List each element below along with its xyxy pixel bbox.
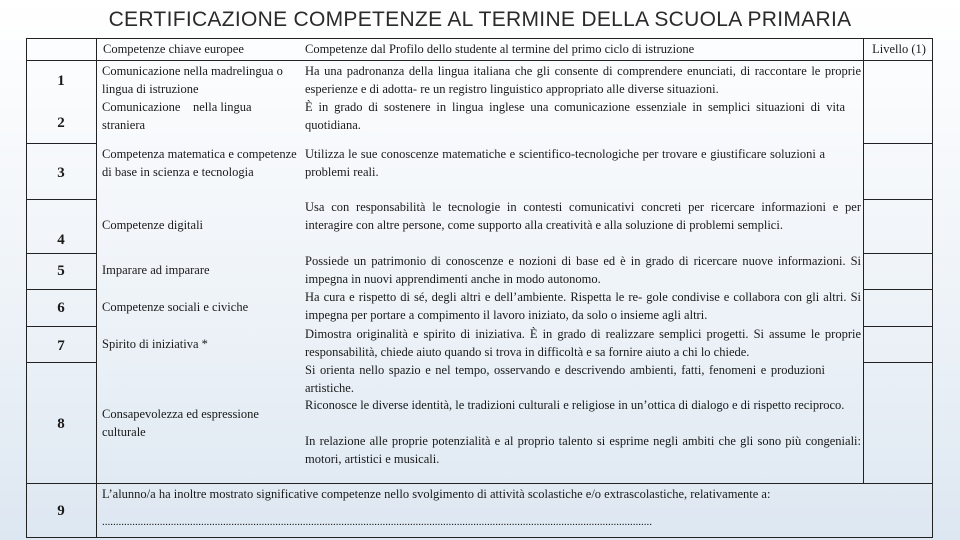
row-sep <box>26 483 933 484</box>
competenza-chiave: Competenza matematica e competenze di base in scienza e tecnologia <box>102 147 297 179</box>
row-number: 1 <box>57 73 65 89</box>
row-sep <box>26 289 96 290</box>
row-sep <box>26 60 933 61</box>
profilo-descrizione: È in grado di sostenere in lingua inglese una comunicazione essenziale in semplici situazioni di vita quotidiana. <box>305 100 845 132</box>
profilo-descrizione: In relazione alle proprie potenzialità e al proprio talento si esprime negli ambiti che gli sono più congeniali: motori, artistici e musicali. <box>305 434 861 466</box>
row-sep <box>26 199 96 200</box>
row-number: 2 <box>57 115 65 131</box>
competenza-chiave: Competenze sociali e civiche <box>102 300 249 314</box>
profilo-descrizione: Si orienta nello spazio e nel tempo, osservando e descrivendo ambienti, fatti, fenomeni e produzioni artistiche. <box>305 363 825 395</box>
row-number: 9 <box>57 503 65 519</box>
row-number: 8 <box>57 416 65 432</box>
page-title: CERTIFICAZIONE COMPETENZE AL TERMINE DELLA SCUOLA PRIMARIA <box>108 8 852 31</box>
competenza-chiave: Consapevolezza ed espressione culturale <box>102 407 259 439</box>
row-number: 4 <box>57 232 65 248</box>
row-sep <box>26 362 96 363</box>
col-sep-level <box>863 38 864 483</box>
level-row-sep <box>863 289 933 290</box>
row9-note: L’alunno/a ha inoltre mostrato significative competenze nello svolgimento di attività scolastiche e/o extrascolastiche, relativamente a: <box>102 487 771 501</box>
row-number: 6 <box>57 300 65 316</box>
competenza-chiave: Comunicazione nella lingua straniera <box>102 100 255 132</box>
table-border-left <box>26 38 27 538</box>
level-row-sep <box>863 253 933 254</box>
row-number: 7 <box>57 338 65 354</box>
row9-dotted-line: ........................................................................................................................................................................................................ <box>102 516 652 528</box>
table-border-bottom <box>26 537 933 538</box>
level-row-sep <box>863 362 933 363</box>
level-row-sep <box>863 199 933 200</box>
profilo-descrizione: Riconosce le diverse identità, le tradizioni culturali e religiose in un’ottica di dialogo e di rispetto reciproco. <box>305 398 845 412</box>
competenza-chiave: Spirito di iniziativa * <box>102 337 208 351</box>
row-sep <box>26 326 96 327</box>
level-row-sep <box>863 326 933 327</box>
profilo-descrizione: Possiede un patrimonio di conoscenze e nozioni di base ed è in grado di ricercare nuove informazioni. Si impegna in nuovi apprendimenti anche in modo autonomo. <box>305 254 861 286</box>
header-livello: Livello (1) <box>872 42 926 56</box>
header-profilo-studente: Competenze dal Profilo dello studente al termine del primo ciclo di istruzione <box>305 42 695 56</box>
row-number: 3 <box>57 165 65 181</box>
table-border-right <box>932 38 933 538</box>
competenza-chiave: Comunicazione nella madrelingua o lingua di istruzione <box>102 64 283 96</box>
profilo-descrizione: Ha cura e rispetto di sé, degli altri e dell’ambiente. Rispetta le re- gole condivise e collabora con gli altri. Si impegna per portare a compimento il lavoro iniziato, da solo o insieme agli altri. <box>305 290 861 322</box>
profilo-descrizione: Utilizza le sue conoscenze matematiche e scientifico-tecnologiche per trovare e giustificare soluzioni a problemi reali. <box>305 147 825 179</box>
profilo-descrizione: Usa con responsabilità le tecnologie in contesti comunicativi concreti per ricercare informazioni e per interagire con altre persone, come supporto alla creatività e alla soluzione di problemi semplici. <box>305 200 861 232</box>
competenza-chiave: Competenze digitali <box>102 218 204 232</box>
profilo-descrizione: Dimostra originalità e spirito di iniziativa. È in grado di realizzare semplici progetti. Si assume le proprie responsabilità, chiede aiuto quando si trova in difficoltà e sa fornire aiuto a chi lo chiede. <box>305 327 861 359</box>
row-sep <box>26 253 96 254</box>
col-sep-number <box>96 38 97 538</box>
table-border-top <box>26 38 933 39</box>
level-row-sep <box>863 143 933 144</box>
competenza-chiave: Imparare ad imparare <box>102 263 210 277</box>
row-number: 5 <box>57 263 65 279</box>
row-sep <box>26 143 96 144</box>
profilo-descrizione: Ha una padronanza della lingua italiana che gli consente di comprendere enunciati, di raccontare le proprie esperienze e di adotta- re un registro linguistico appropriato alle diverse situazioni. <box>305 64 861 96</box>
header-competenze-chiave: Competenze chiave europee <box>103 42 244 56</box>
